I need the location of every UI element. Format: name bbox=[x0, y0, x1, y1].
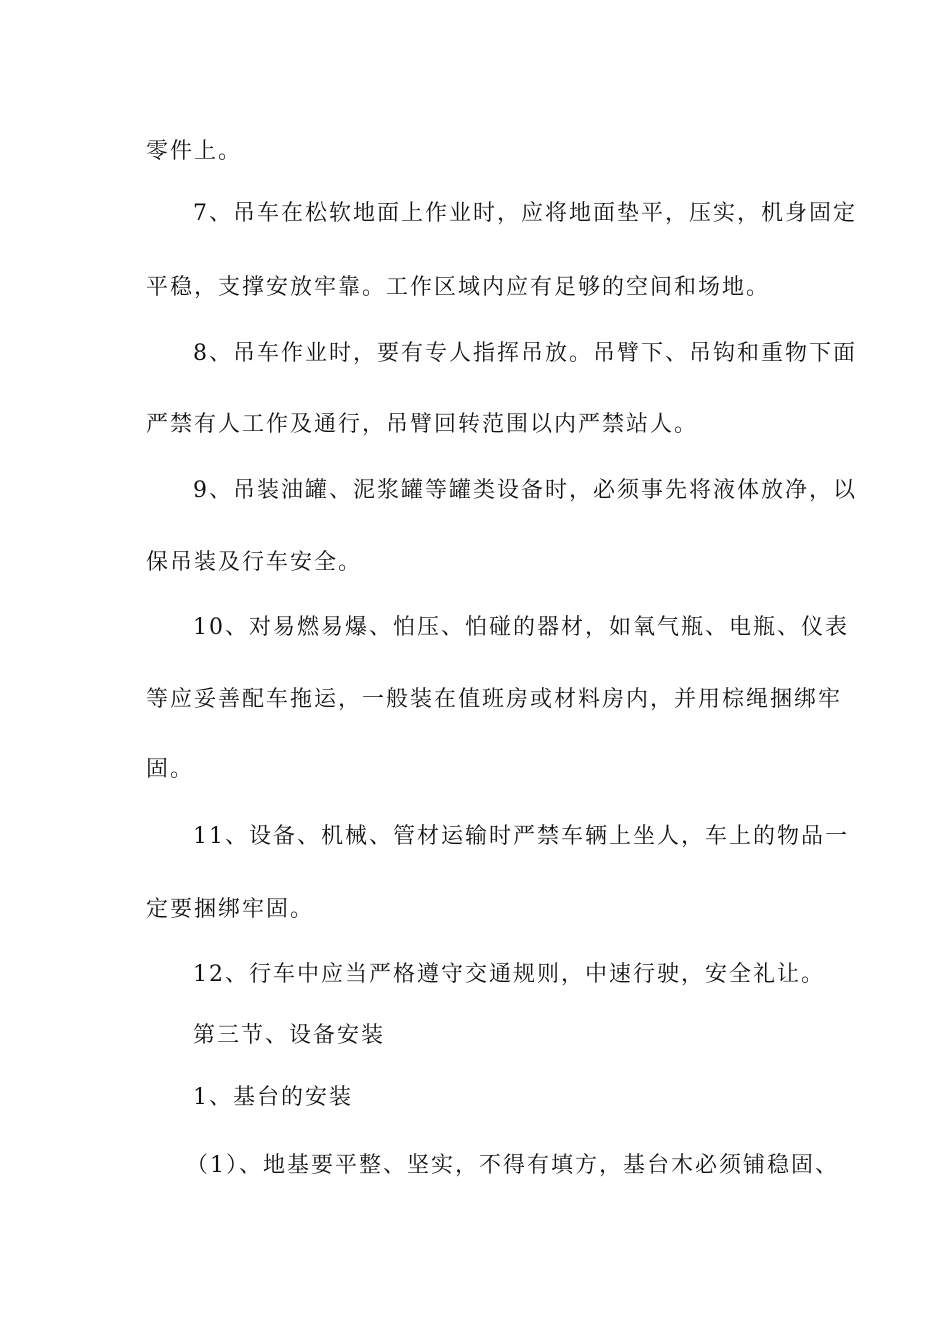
paragraph-line: 9、吊装油罐、泥浆罐等罐类设备时，必须事先将液体放净，以 bbox=[193, 478, 857, 503]
paragraph-line: 8、吊车作业时，要有专人指挥吊放。吊臂下、吊钩和重物下面 bbox=[193, 341, 857, 366]
paragraph-line: 10、对易燃易爆、怕压、怕碰的器材，如氧气瓶、电瓶、仪表 bbox=[193, 615, 849, 640]
paragraph-line: 平稳，支撑安放牢靠。工作区域内应有足够的空间和场地。 bbox=[146, 275, 771, 300]
section-heading: 第三节、设备安装 bbox=[193, 1023, 386, 1048]
paragraph-line: 严禁有人工作及通行，吊臂回转范围以内严禁站人。 bbox=[146, 412, 699, 437]
paragraph-line: 保吊装及行车安全。 bbox=[146, 550, 363, 575]
paragraph-line: （1）、地基要平整、坚实，不得有填方，基台木必须铺稳固、 bbox=[186, 1153, 839, 1178]
paragraph-line: 7、吊车在松软地面上作业时，应将地面垫平，压实，机身固定 bbox=[193, 201, 857, 226]
subsection-heading: 1、基台的安装 bbox=[193, 1085, 353, 1110]
paragraph-line: 零件上。 bbox=[146, 139, 243, 164]
paragraph-line: 12、行车中应当严格遵守交通规则，中速行驶，安全礼让。 bbox=[193, 962, 825, 987]
paragraph-line: 11、设备、机械、管材运输时严禁车辆上坐人，车上的物品一 bbox=[193, 824, 849, 849]
paragraph-line: 固。 bbox=[146, 757, 195, 782]
paragraph-line: 等应妥善配车拖运，一般装在值班房或材料房内，并用棕绳捆绑牢 bbox=[146, 687, 843, 712]
paragraph-line: 定要捆绑牢固。 bbox=[146, 897, 315, 922]
